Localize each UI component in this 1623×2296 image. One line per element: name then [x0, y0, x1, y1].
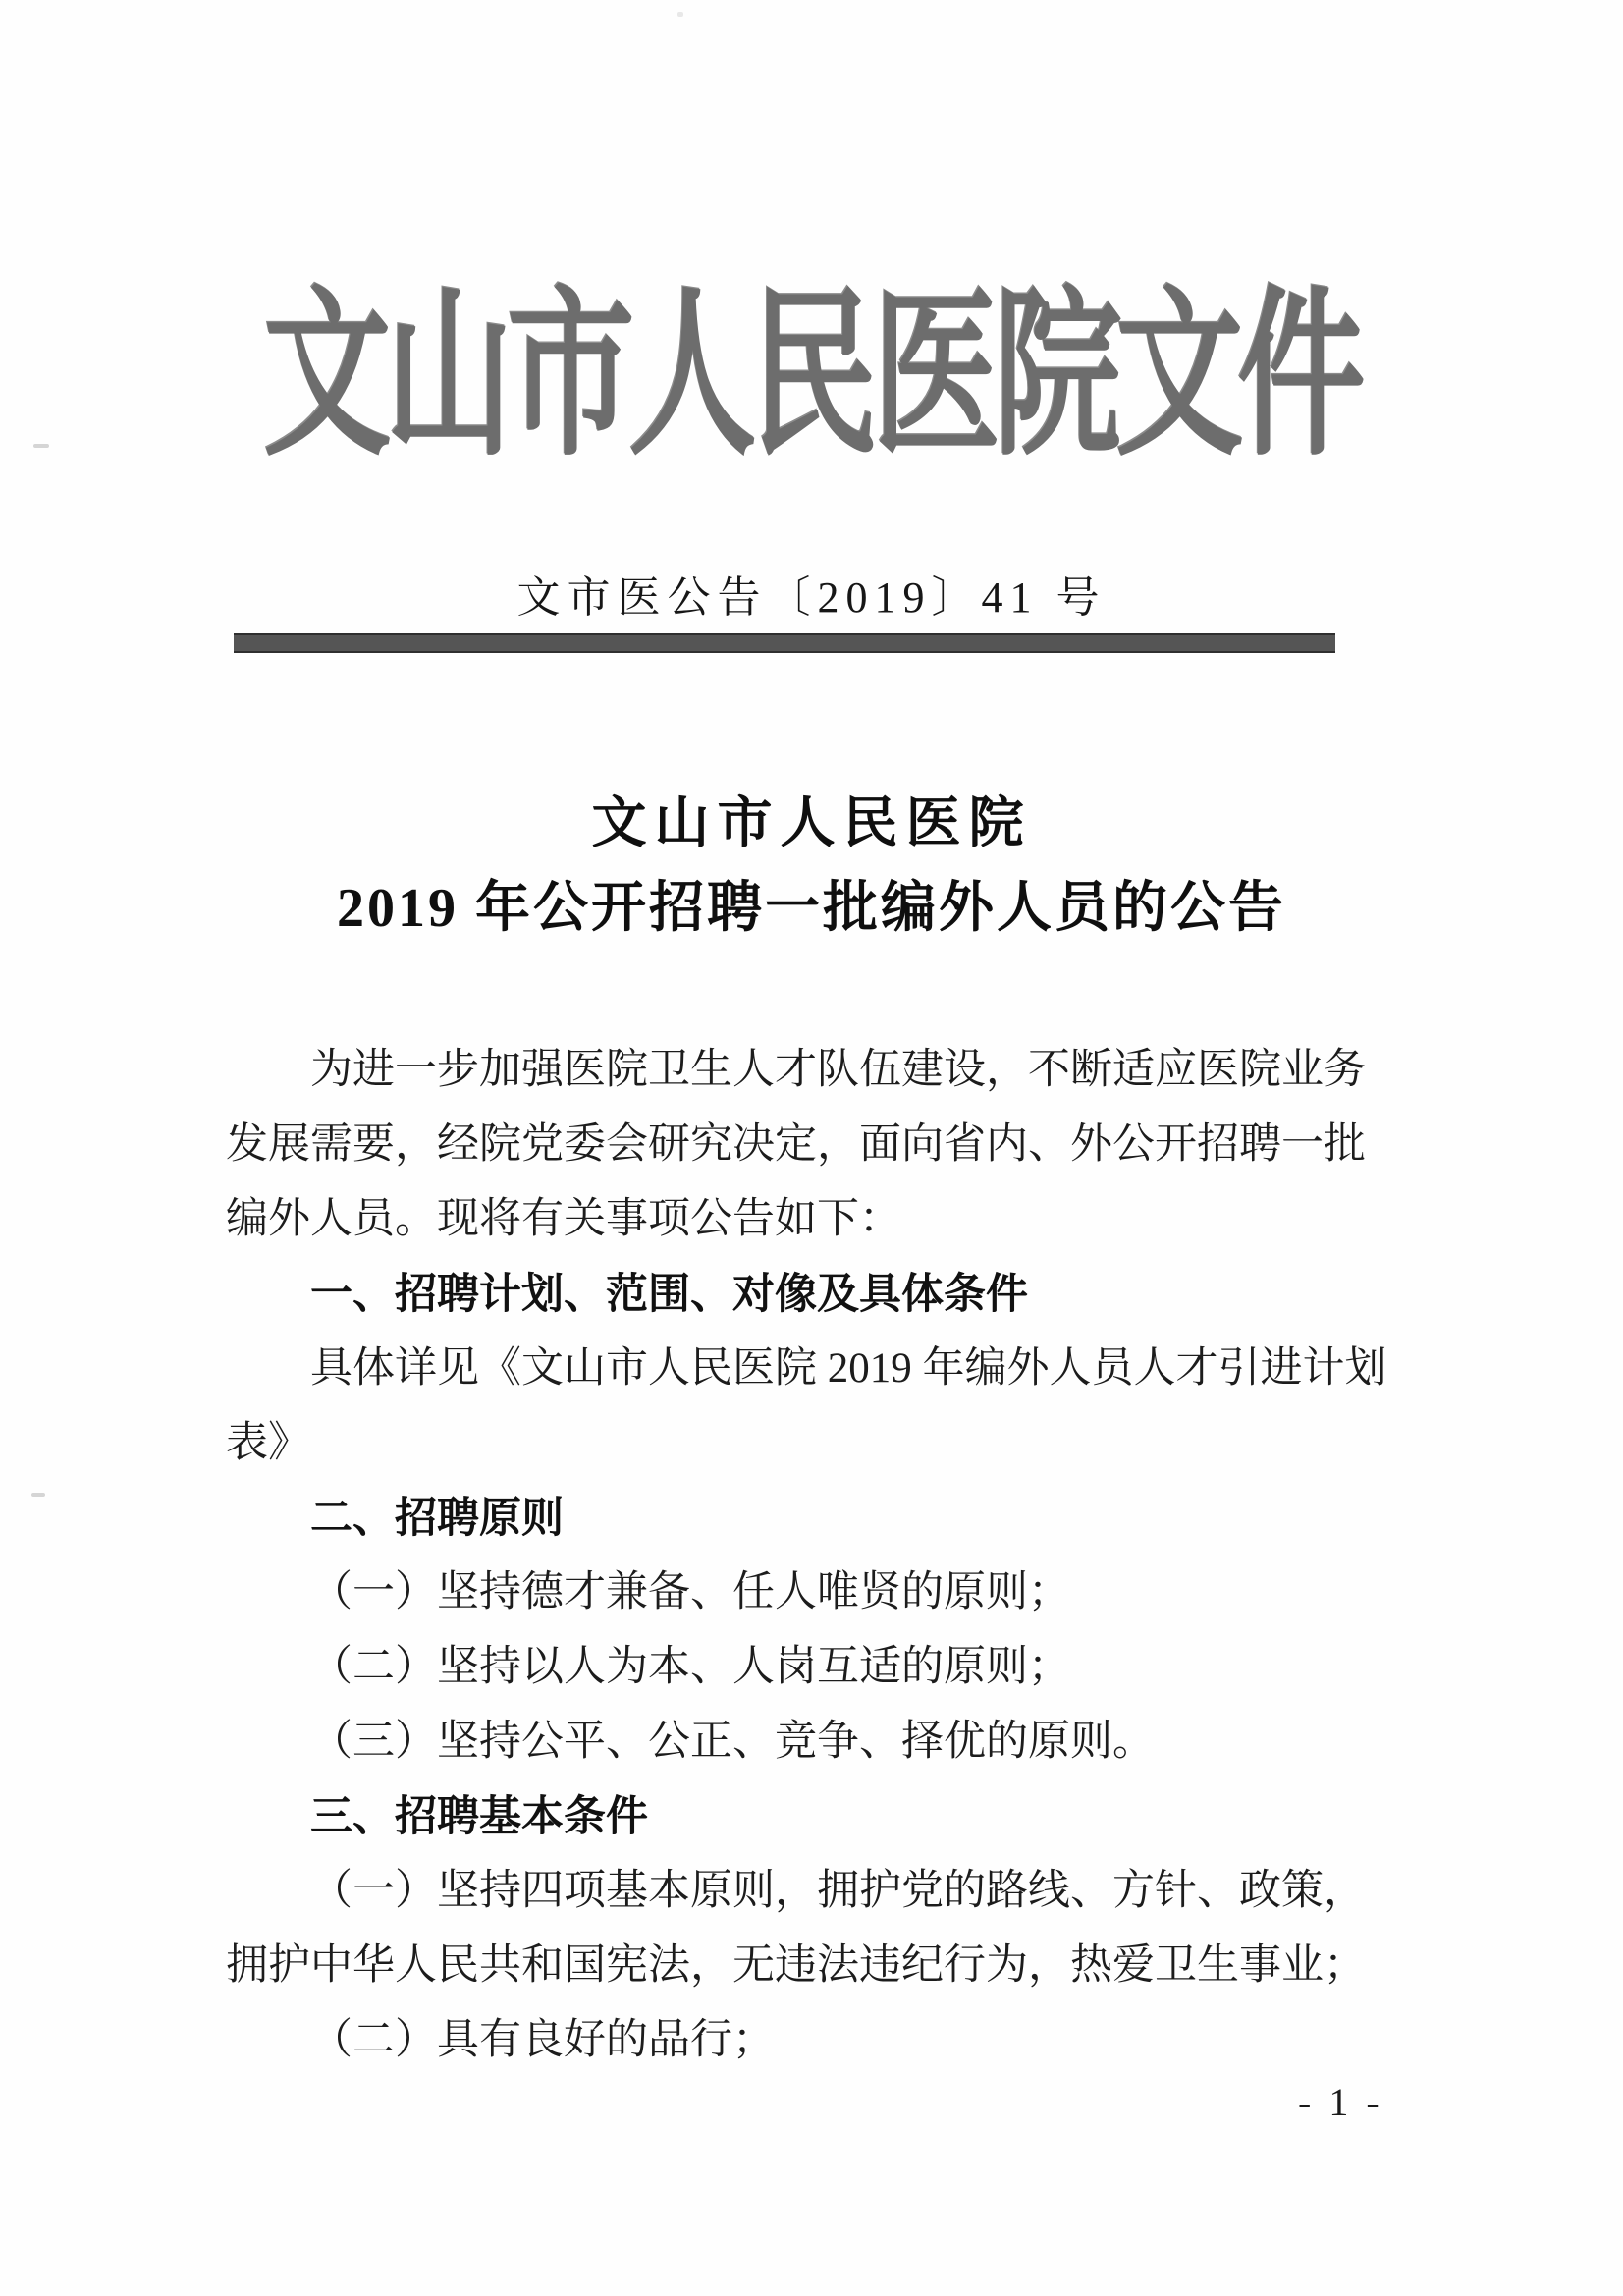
separator-rule [234, 633, 1335, 653]
list-item: （一）坚持四项基本原则，拥护党的路线、方针、政策， [310, 1868, 1366, 1914]
body-line: 发展需要，经院党委会研究决定，面向省内、外公开招聘一批 [226, 1121, 1366, 1168]
document-number: 文市医公告〔2019〕41 号 [516, 574, 1107, 622]
body-line: 为进一步加强医院卫生人才队伍建设，不断适应医院业务 [310, 1047, 1366, 1093]
list-item: （二）坚持以人为本、人岗互适的原则； [310, 1644, 1070, 1690]
announcement-title-line2: 2019 年公开招聘一批编外人员的公告 [337, 878, 1286, 939]
document-body [226, 1033, 1399, 2078]
list-item: （三）坚持公平、公正、竞争、择优的原则。 [310, 1719, 1155, 1765]
list-item: （一）坚持德才兼备、任人唯贤的原则； [310, 1569, 1070, 1615]
section-heading: 二、招聘原则 [310, 1495, 564, 1542]
page-number: - 1 - [1298, 2080, 1383, 2124]
body-line: 编外人员。现将有关事项公告如下： [226, 1196, 901, 1242]
body-line: 具体详见《文山市人民医院 2019 年编外人员人才引进计划 [310, 1345, 1387, 1392]
body-line: 拥护中华人民共和国宪法，无违法违纪行为，热爱卫生事业； [226, 1942, 1366, 1989]
letterhead-title: 文山市人民医院文件 [263, 277, 1360, 478]
section-heading: 一、招聘计划、范围、对像及具体条件 [310, 1271, 1028, 1318]
section-heading: 三、招聘基本条件 [310, 1793, 648, 1840]
list-item: （二）具有良好的品行； [310, 2017, 775, 2063]
announcement-title-line1: 文山市人民医院 [591, 793, 1032, 854]
scan-artifact [677, 12, 683, 17]
announcement-title [0, 782, 1623, 951]
scan-artifact [31, 1493, 45, 1497]
body-line: 表》 [226, 1420, 310, 1466]
